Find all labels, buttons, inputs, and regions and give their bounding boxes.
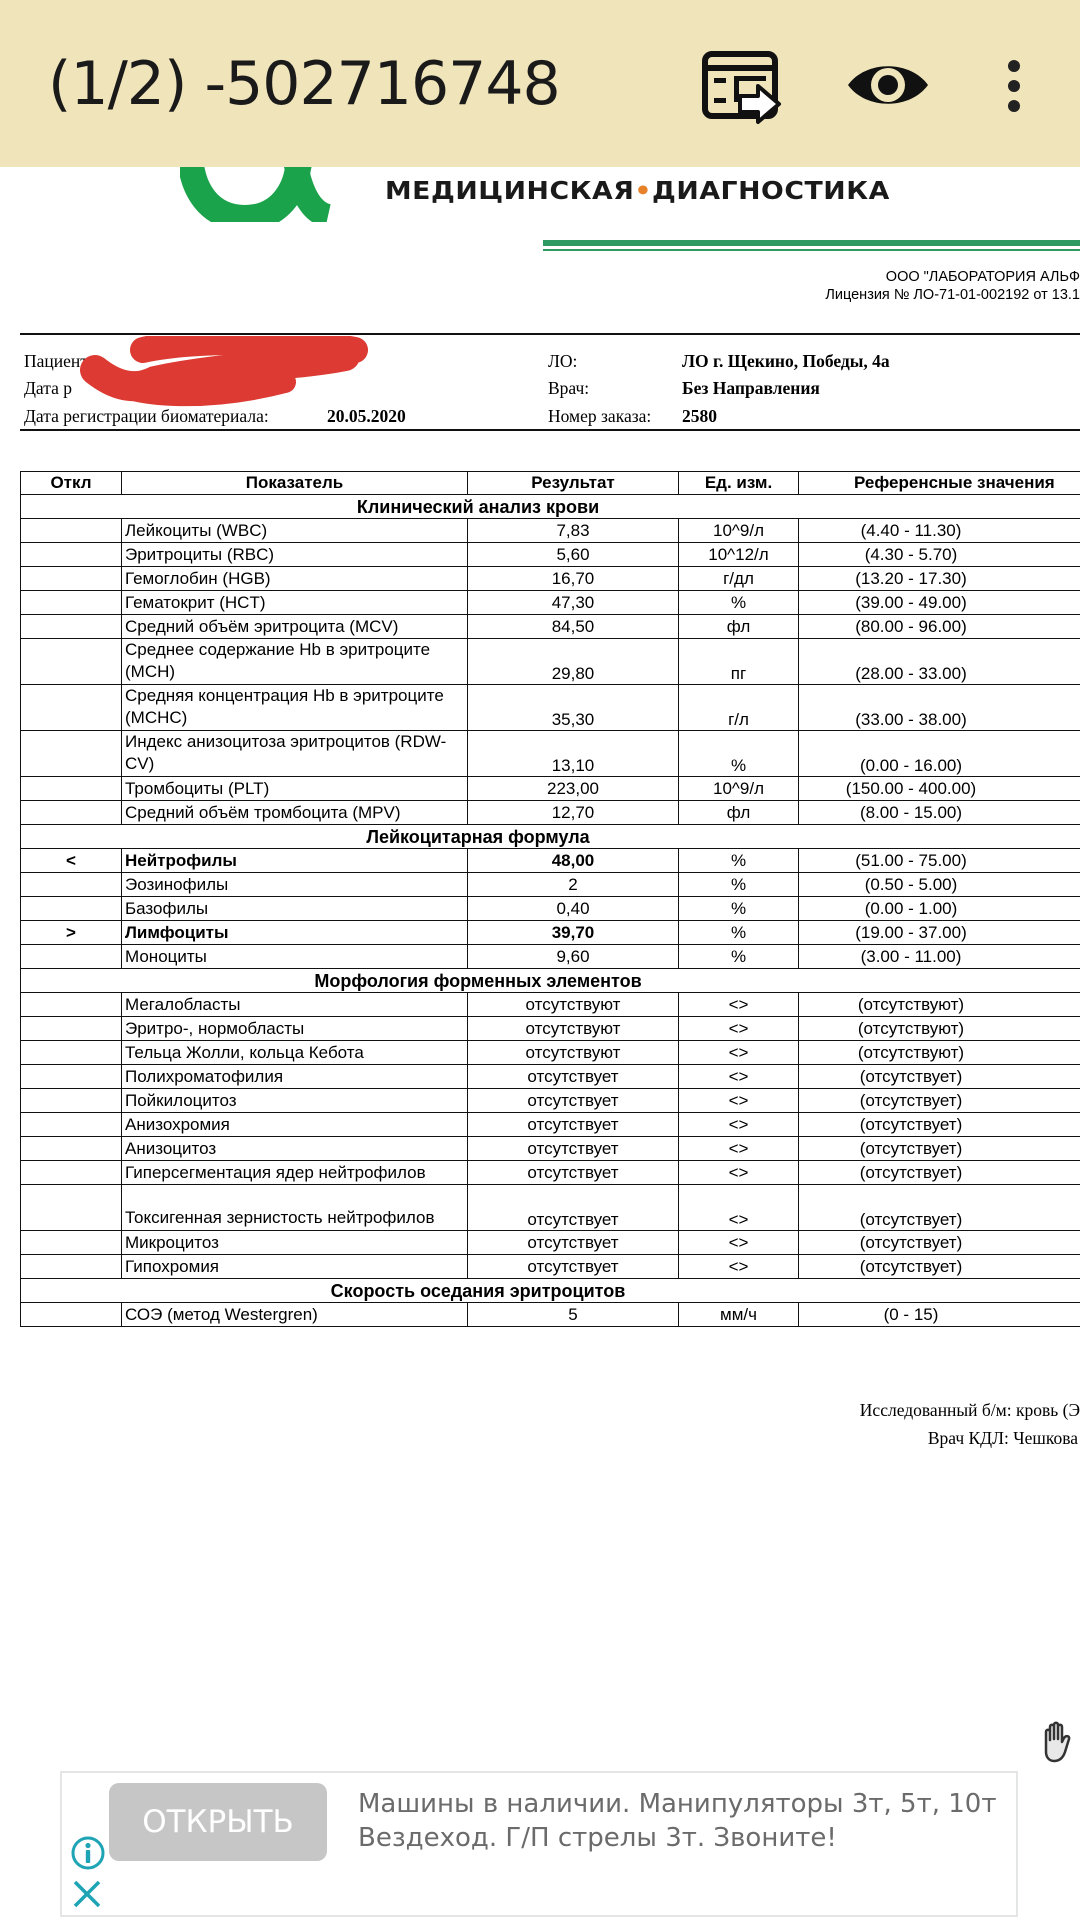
table-row [21,1185,1080,1231]
section-title: Клинический анализ крови [21,495,1080,519]
reference-cell: (отсутствует) [799,1161,1080,1185]
export-table-icon[interactable] [702,48,782,128]
result-cell: отсутствуют [468,1017,679,1041]
reference-cell: (4.40 - 11.30) [799,519,1080,543]
org-name: ООО "ЛАБОРАТОРИЯ АЛЬФ [885,269,1080,285]
section-title: Морфология форменных элементов [21,969,1080,993]
indicator-cell: Эозинофилы [122,873,468,897]
result-cell: 2 [468,873,679,897]
table-row-abnormal [21,849,1080,873]
indicator-cell: Полихроматофилия [122,1065,468,1089]
unit-cell: <> [679,993,799,1017]
header-deviation: Откл [21,472,122,495]
indicator-cell: Лейкоциты (WBC) [122,519,468,543]
table-row [21,873,1080,897]
table-row [21,519,1080,543]
result-cell: 35,30 [468,685,679,731]
ad-text-line1: Машины в наличии. Манипуляторы 3т, 5т, 10т [358,1789,997,1819]
indicator-cell: Гиперсегментация ядер нейтрофилов [122,1161,468,1185]
indicator-cell: Гематокрит (HCT) [122,591,468,615]
indicator-cell: Эритроциты (RBC) [122,543,468,567]
table-row [21,685,1080,731]
hand-pan-icon[interactable] [1036,1720,1080,1764]
reference-cell: (8.00 - 15.00) [799,801,1080,825]
table-row [21,1089,1080,1113]
section-row [21,825,1080,849]
unit-cell: <> [679,1231,799,1255]
reference-cell: (отсутствует) [799,1137,1080,1161]
result-cell: 29,80 [468,639,679,685]
order-value: 2580 [682,406,717,426]
deviation-cell [21,777,122,801]
document-title: (1/2) -502716748 [48,49,560,119]
app-bar [0,0,1080,167]
reference-cell: (отсутствует) [799,1089,1080,1113]
table-row [21,1231,1080,1255]
result-cell: 39,70 [468,921,679,945]
indicator-cell: Пойкилоцитоз [122,1089,468,1113]
unit-cell: г/дл [679,567,799,591]
unit-cell: <> [679,1137,799,1161]
unit-cell: <> [679,1065,799,1089]
reference-cell: (150.00 - 400.00) [799,777,1080,801]
biomaterial-date-label: Дата регистрации биоматериала: [24,406,269,426]
green-rule [543,240,1080,246]
indicator-cell: Гемоглобин (HGB) [122,567,468,591]
table-row [21,1255,1080,1279]
indicator-cell: Средняя концентрация Hb в эритроците (MCHC) [122,685,468,731]
ad-close-icon[interactable] [72,1879,102,1909]
table-row [21,1065,1080,1089]
table-header-row [21,472,1080,495]
table-row [21,1137,1080,1161]
unit-cell: <> [679,1255,799,1279]
deviation-cell [21,993,122,1017]
deviation-cell [21,685,122,731]
reference-cell: (0.00 - 1.00) [799,897,1080,921]
table-row [21,1303,1080,1327]
deviation-cell [21,1231,122,1255]
unit-cell: пг [679,639,799,685]
result-cell: отсутствует [468,1089,679,1113]
result-cell: отсутствует [468,1161,679,1185]
unit-cell: 10^12/л [679,543,799,567]
reference-cell: (отсутствуют) [799,1017,1080,1041]
unit-cell: <> [679,1185,799,1231]
results-table [20,471,1080,1327]
patient-label: Пациент: [24,351,93,371]
indicator-cell: Эритро-, нормобласты [122,1017,468,1041]
table-row [21,1113,1080,1137]
table-row [21,801,1080,825]
org-block [825,268,1080,304]
table-row [21,543,1080,567]
unit-cell: мм/ч [679,1303,799,1327]
result-cell: отсутствуют [468,1041,679,1065]
table-row [21,945,1080,969]
deviation-cell [21,1113,122,1137]
unit-cell: <> [679,1113,799,1137]
reference-cell: (13.20 - 17.30) [799,567,1080,591]
birth-date-label: Дата р [24,378,73,398]
reference-cell: (отсутствует) [799,1065,1080,1089]
reference-cell: (0.50 - 5.00) [799,873,1080,897]
result-cell: 223,00 [468,777,679,801]
result-cell: 9,60 [468,945,679,969]
reference-cell: (3.00 - 11.00) [799,945,1080,969]
header-unit: Ед. изм. [679,472,799,495]
unit-cell: <> [679,1017,799,1041]
deviation-cell [21,1065,122,1089]
result-cell: 13,10 [468,731,679,777]
divider [20,333,1080,335]
result-cell: отсутствует [468,1185,679,1231]
order-label: Номер заказа: [548,406,652,426]
result-cell: отсутствует [468,1255,679,1279]
result-cell: 12,70 [468,801,679,825]
unit-cell: <> [679,1041,799,1065]
unit-cell: % [679,849,799,873]
lo-value: ЛО г. Щекино, Победы, 4а [682,351,890,371]
unit-cell: % [679,873,799,897]
result-cell: 16,70 [468,567,679,591]
section-row [21,1279,1080,1303]
reference-cell: (39.00 - 49.00) [799,591,1080,615]
table-row [21,777,1080,801]
unit-cell: 10^9/л [679,519,799,543]
indicator-cell: Анизоцитоз [122,1137,468,1161]
lo-label: ЛО: [548,351,578,371]
deviation-cell [21,1255,122,1279]
unit-cell: г/л [679,685,799,731]
deviation-cell [21,1041,122,1065]
section-title: Скорость оседания эритроцитов [21,1279,1080,1303]
unit-cell: % [679,731,799,777]
table-row [21,1017,1080,1041]
indicator-cell: Мегалобласты [122,993,468,1017]
table-row [21,567,1080,591]
indicator-cell: Анизохромия [122,1113,468,1137]
ad-text-line2: Вездеход. Г/П стрелы 3т. Звоните! [358,1823,837,1853]
eye-icon[interactable] [846,56,930,114]
logo-wordmark: МЕДИЦИНСКАЯ•ДИАГНОСТИКА [385,176,890,205]
result-cell: отсутствует [468,1113,679,1137]
unit-cell: <> [679,1089,799,1113]
ad-open-button[interactable]: ОТКРЫТЬ [109,1783,327,1861]
result-cell: 7,83 [468,519,679,543]
ad-text[interactable] [358,1787,1002,1867]
deviation-cell [21,519,122,543]
deviation-cell [21,731,122,777]
result-cell: 84,50 [468,615,679,639]
result-cell: 5,60 [468,543,679,567]
deviation-cell [21,615,122,639]
indicator-cell: Токсигенная зернистость нейтрофилов [122,1185,468,1231]
indicator-cell: Нейтрофилы [122,849,468,873]
result-cell: отсутствуют [468,993,679,1017]
result-cell: отсутствует [468,1065,679,1089]
deviation-cell [21,945,122,969]
table-row [21,1041,1080,1065]
unit-cell: % [679,921,799,945]
section-title: Лейкоцитарная формула [21,825,1080,849]
green-rule-thin [543,249,1080,251]
header-result: Результат [468,472,679,495]
footer-biomaterial: Исследованный б/м: кровь (Э [859,1400,1080,1420]
result-cell: отсутствует [468,1137,679,1161]
deviation-cell [21,639,122,685]
result-cell: 47,30 [468,591,679,615]
reference-cell: (отсутствует) [799,1113,1080,1137]
deviation-cell [21,1089,122,1113]
deviation-cell: < [21,849,122,873]
unit-cell: 10^9/л [679,777,799,801]
result-cell: 5 [468,1303,679,1327]
reference-cell: (4.30 - 5.70) [799,543,1080,567]
table-row [21,731,1080,777]
redaction-mark [75,336,370,408]
reference-cell: (отсутствуют) [799,993,1080,1017]
reference-cell: (0.00 - 16.00) [799,731,1080,777]
doctor-value: Без Направления [682,378,820,398]
more-vertical-icon[interactable] [1000,58,1028,114]
deviation-cell [21,873,122,897]
ad-banner[interactable] [60,1771,1018,1917]
biomaterial-date-value: 20.05.2020 [327,406,406,426]
result-cell: 0,40 [468,897,679,921]
header-indicator: Показатель [122,472,468,495]
unit-cell: фл [679,615,799,639]
deviation-cell [21,1303,122,1327]
deviation-cell [21,897,122,921]
result-cell: отсутствует [468,1231,679,1255]
indicator-cell: Гипохромия [122,1255,468,1279]
indicator-cell: Тромбоциты (PLT) [122,777,468,801]
deviation-cell [21,1161,122,1185]
doctor-label: Врач: [548,378,590,398]
reference-cell: (0 - 15) [799,1303,1080,1327]
section-row [21,495,1080,519]
footer-doctor: Врач КДЛ: Чешкова [927,1428,1078,1448]
table-row [21,591,1080,615]
reference-cell: (19.00 - 37.00) [799,921,1080,945]
table-row [21,639,1080,685]
deviation-cell [21,1017,122,1041]
unit-cell: фл [679,801,799,825]
section-row [21,969,1080,993]
ad-info-icon[interactable] [70,1835,106,1871]
header-reference: Референсные значения [799,472,1080,495]
unit-cell: <> [679,1161,799,1185]
deviation-cell [21,1185,122,1231]
reference-cell: (51.00 - 75.00) [799,849,1080,873]
indicator-cell: Тельца Жолли, кольца Кебота [122,1041,468,1065]
reference-cell: (80.00 - 96.00) [799,615,1080,639]
table-row [21,897,1080,921]
reference-cell: (отсутствует) [799,1185,1080,1231]
deviation-cell: > [21,921,122,945]
deviation-cell [21,1137,122,1161]
divider [20,429,1080,431]
deviation-cell [21,591,122,615]
indicator-cell: Микроцитоз [122,1231,468,1255]
indicator-cell: Моноциты [122,945,468,969]
unit-cell: % [679,591,799,615]
indicator-cell: Среднее содержание Hb в эритроците (MCH) [122,639,468,685]
deviation-cell [21,567,122,591]
license-text: Лицензия № ЛО-71-01-002192 от 13.1 [825,287,1080,303]
table-row-abnormal [21,921,1080,945]
unit-cell: % [679,945,799,969]
reference-cell: (28.00 - 33.00) [799,639,1080,685]
table-row [21,615,1080,639]
indicator-cell: Индекс анизоцитоза эритроцитов (RDW-CV) [122,731,468,777]
indicator-cell: Базофилы [122,897,468,921]
reference-cell: (отсутствуют) [799,1041,1080,1065]
reference-cell: (33.00 - 38.00) [799,685,1080,731]
reference-cell: (отсутствует) [799,1231,1080,1255]
indicator-cell: Лимфоциты [122,921,468,945]
indicator-cell: Средний объём эритроцита (MCV) [122,615,468,639]
result-cell: 48,00 [468,849,679,873]
deviation-cell [21,543,122,567]
indicator-cell: СОЭ (метод Westergren) [122,1303,468,1327]
reference-cell: (отсутствует) [799,1255,1080,1279]
table-row [21,1161,1080,1185]
indicator-cell: Средний объём тромбоцита (MPV) [122,801,468,825]
deviation-cell [21,801,122,825]
unit-cell: % [679,897,799,921]
table-row [21,993,1080,1017]
